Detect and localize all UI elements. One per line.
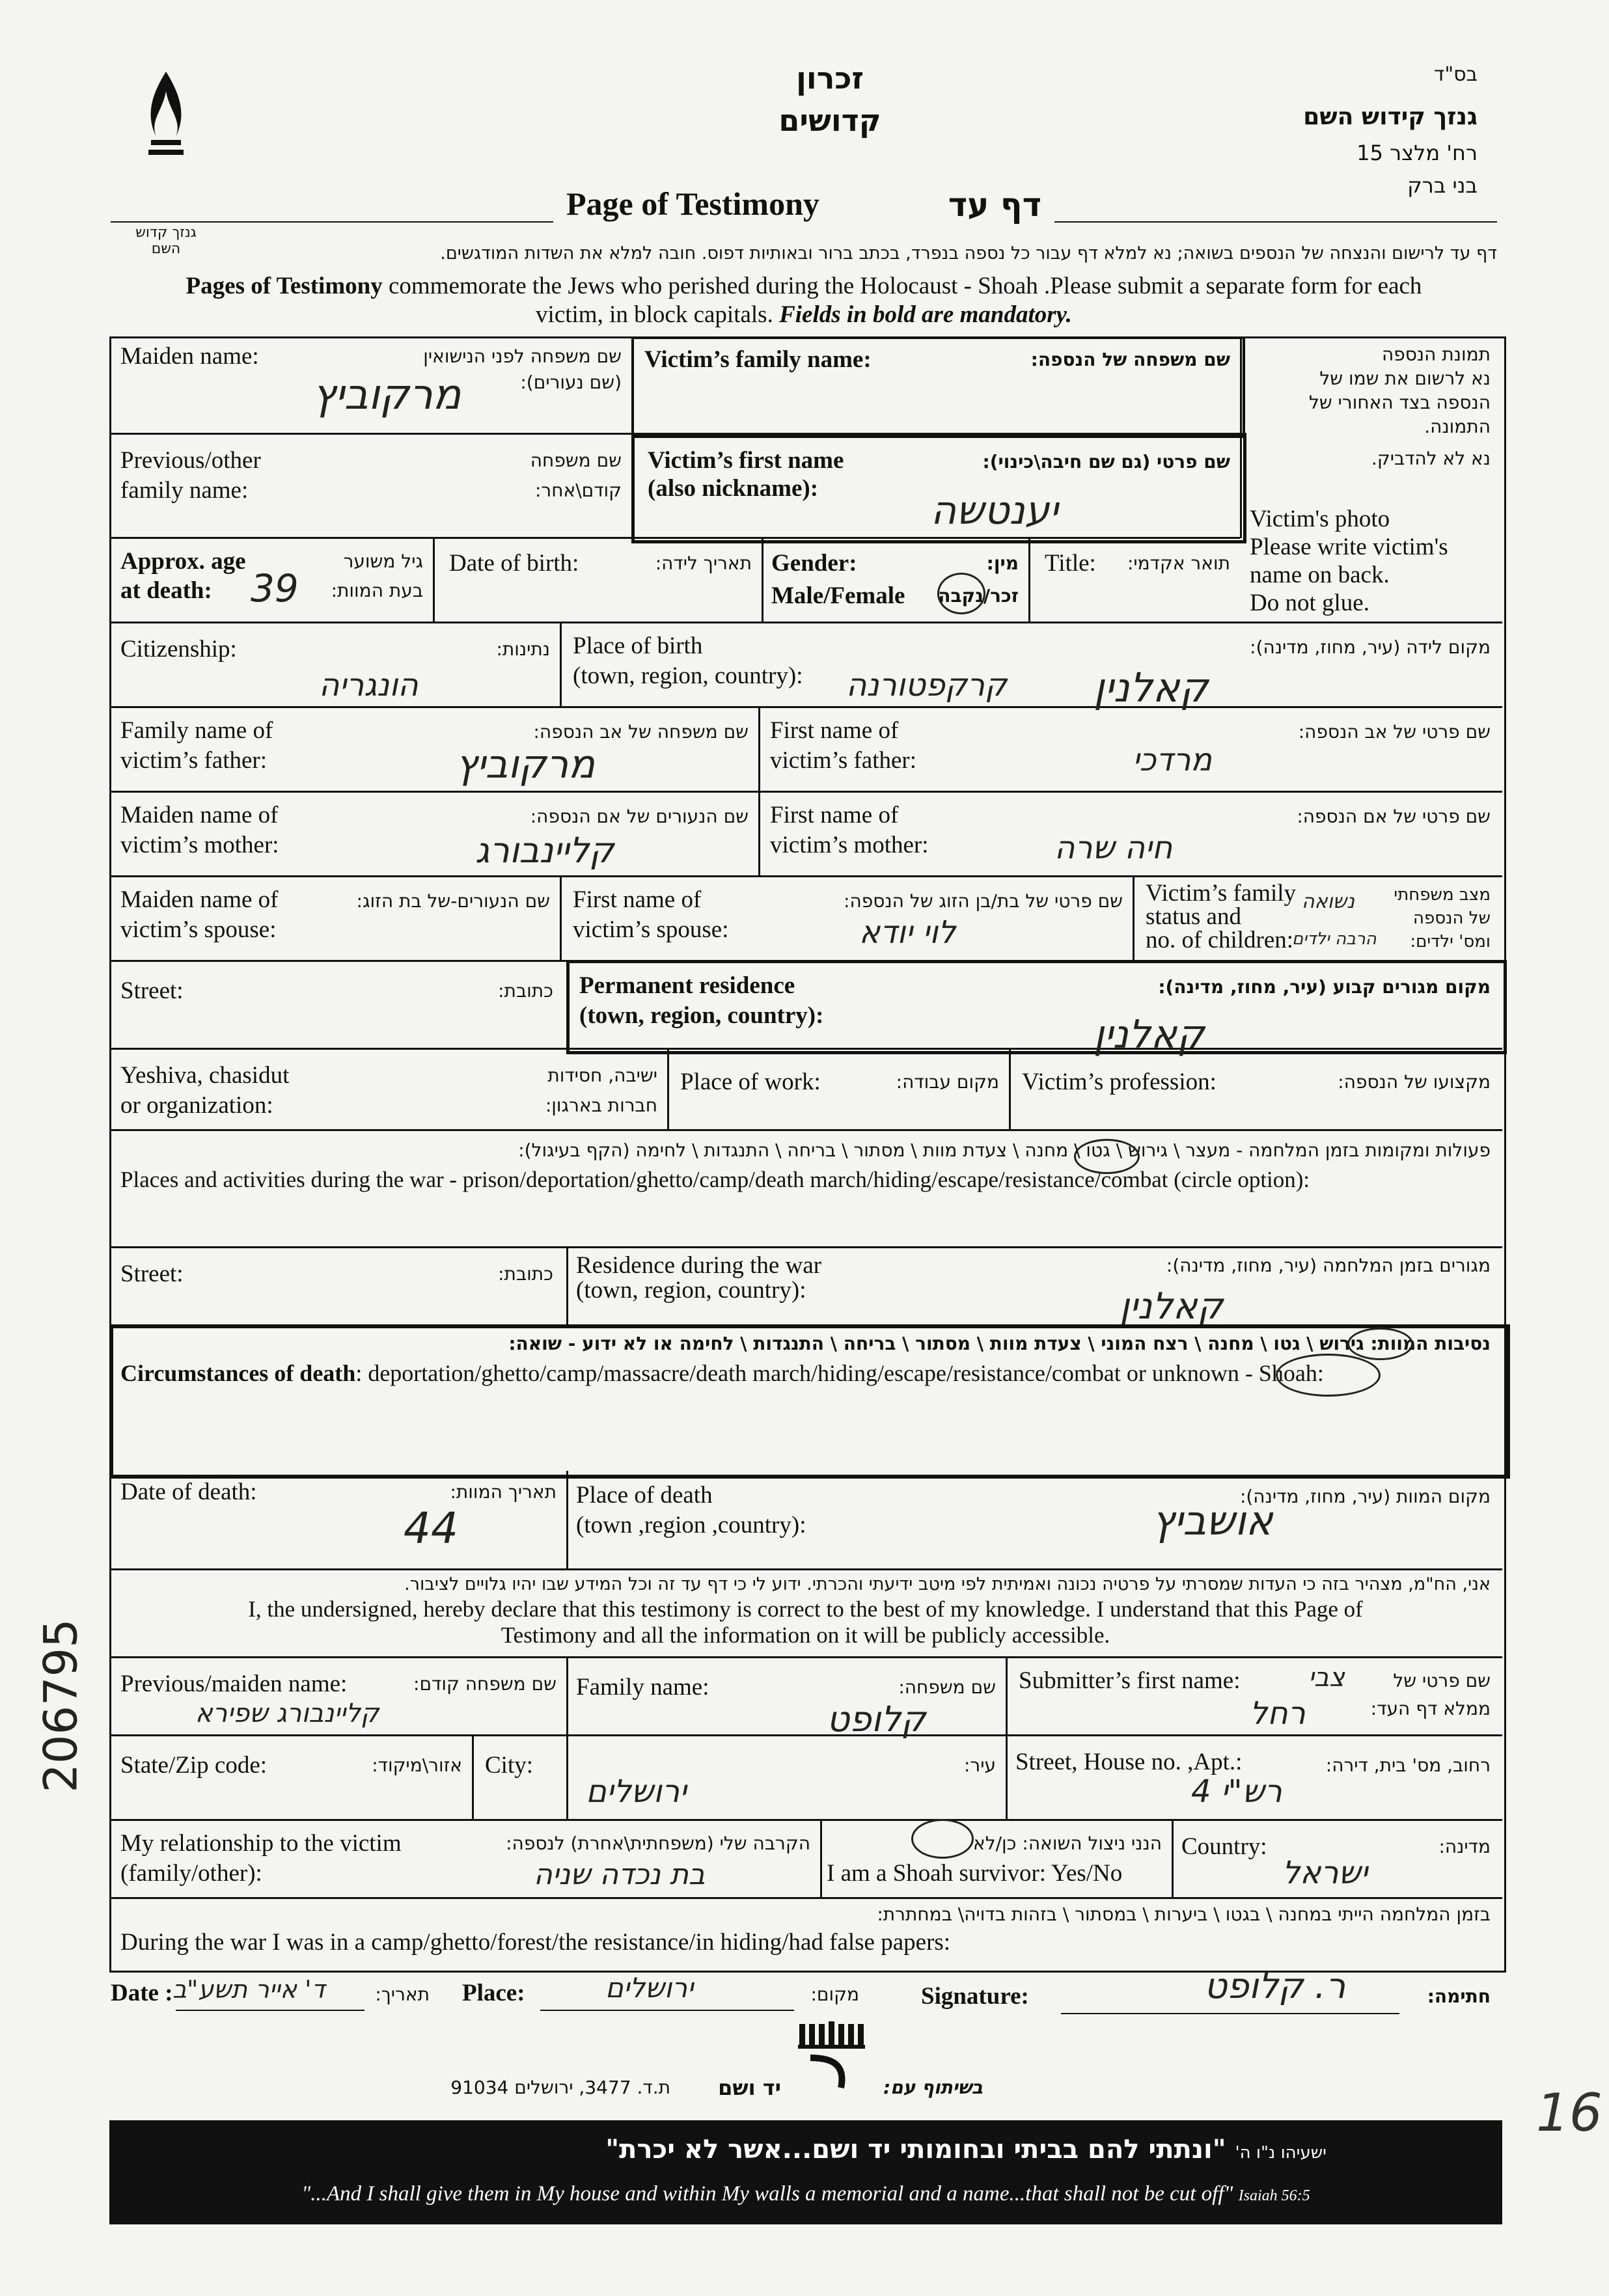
circumstances-deportation-circle <box>1347 1328 1413 1360</box>
mother-maiden-value[interactable]: קליינבורג <box>475 830 614 871</box>
sub-family-label-he: שם משפחה: <box>898 1676 996 1698</box>
mother-first-label2: victim’s mother: <box>770 832 929 858</box>
intro-hebrew: דף עד לרישום והנצחה של הנספים בשואה; נא למלא דף עבור כל נספה בנפרד, בכתב ברור ובאותיות דפוס. חובה למלא את השדות המודגשים. <box>440 243 1497 264</box>
gender-circle-mark <box>937 573 985 614</box>
status-label1: Victim’s family <box>1146 880 1297 907</box>
city-label: City: <box>485 1752 534 1779</box>
first-name-label-he: שם פרטי (גם שם חיבה\כינוי): <box>982 451 1230 472</box>
father-family-label1: Family name of <box>120 717 273 744</box>
place-label-he: מקום: <box>810 1984 859 2005</box>
gender-label-he1: מין: <box>986 553 1019 574</box>
signature-label-he: חתימה: <box>1427 1986 1491 2007</box>
photo-instr-he2: נא לרשום את שמו של <box>1319 368 1491 389</box>
photo-instr-en2: Please write victim's <box>1250 534 1448 560</box>
circumstances-label-rest: : deportation/ghetto/camp/massacre/death march/hiding/escape/resistance/combat or unknown - Shoah: <box>355 1360 1324 1386</box>
status-label3: no. of children: <box>1146 927 1294 953</box>
status-value-children[interactable]: הרבה ילדים <box>1292 929 1377 949</box>
status-label2: status and <box>1146 903 1241 930</box>
father-first-label1: First name of <box>770 717 899 744</box>
sub-prev-label-he: שם משפחה קודם: <box>413 1673 557 1695</box>
dob-label: Date of birth: <box>449 550 579 577</box>
age-label1: Approx. age <box>120 548 246 575</box>
photo-instr-en1: Victim's photo <box>1250 506 1390 532</box>
intro-english-line1 <box>111 271 1497 301</box>
signature-value[interactable]: ר. קלופט <box>1204 1965 1346 2006</box>
mother-first-label-he: שם פרטי של אם הנספה: <box>1297 806 1491 827</box>
father-first-label2: victim’s father: <box>770 747 917 774</box>
zip-label-he: אזור\מיקוד: <box>372 1755 462 1776</box>
war-res-label-he: מגורים בזמן המלחמה (עיר, מחוז, מדינה): <box>1166 1255 1491 1276</box>
org-name: גנזך קידוש השם <box>1303 103 1478 130</box>
pod-label-he: מקום המוות (עיר, מחוז, מדינה): <box>1239 1486 1491 1507</box>
banner-english <box>109 2182 1502 2206</box>
spouse-first-label-he: שם פרטי של בת/בן הזוג של הנספה: <box>844 890 1123 912</box>
war-res-label2: (town, region, country): <box>576 1277 806 1304</box>
kedoshim-title: קדושים <box>778 103 881 138</box>
status-label-he1: מצב משפחתי <box>1394 885 1491 905</box>
spouse-first-value[interactable]: לוי יודא <box>859 914 956 951</box>
intro-english-text1: commemorate the Jews who perished during the Holocaust - Shoah .Please submit a separate form for each <box>382 273 1422 299</box>
profession-label: Victim’s profession: <box>1022 1069 1217 1095</box>
first-name-value[interactable]: יענטשה <box>931 488 1058 534</box>
citizenship-value[interactable]: הונגריה <box>319 667 419 704</box>
citizenship-label-he: נתינות: <box>496 638 550 660</box>
sub-street-label-he: רחוב, מס' בית, דירה: <box>1325 1755 1491 1776</box>
perm-res-label1: Permanent residence <box>579 972 795 999</box>
country-value[interactable]: ישראל <box>1282 1855 1368 1891</box>
circumstances-unknown-circle <box>1276 1354 1381 1397</box>
place-value[interactable]: ירושלים <box>605 1972 694 2004</box>
mother-maiden-label-he: שם הנעורים של אם הנספה: <box>530 806 749 827</box>
perm-res-value[interactable]: קאלנין <box>1093 1012 1205 1058</box>
menorah-icon <box>794 2017 866 2089</box>
prev-name-label2: family name: <box>120 477 249 504</box>
relationship-value[interactable]: בת נכדה שניה <box>534 1858 706 1891</box>
maiden-name-value[interactable]: מרקוביץ <box>312 371 461 419</box>
dod-label: Date of death: <box>120 1479 257 1505</box>
father-first-value[interactable]: מרדכי <box>1133 742 1213 778</box>
declaration-he: אני, הח"מ, מצהיר בזה כי העדות שמסרתי על פרטיה נכונה ואמיתית לפי מיטב ידיעתי והכרתי. ידוע לי כי דף עד זה וכל המידע שבו יהיו גלויים לציבור. <box>404 1574 1491 1594</box>
first-name-label2: (also nickname): <box>648 475 819 502</box>
yad-vashem-logo <box>794 2017 866 2089</box>
sub-first-label-he2: ממלא דף העד: <box>1370 1698 1491 1719</box>
yeshiva-label-he2: חברות בארגון: <box>545 1095 657 1116</box>
spouse-maiden-label2: victim’s spouse: <box>120 916 277 943</box>
sub-first-value-2[interactable]: צבי <box>1308 1663 1345 1693</box>
title-rule-left <box>111 221 553 223</box>
page-number: 16 <box>1536 2083 1602 2143</box>
pob-label2: (town, region, country): <box>573 663 803 689</box>
banner-quote-en: "...And I shall give them in My house and within My walls a memorial and a name...that shall not be cut off" <box>301 2182 1233 2206</box>
spouse-maiden-label-he: שם הנעורים-של בת הזוג: <box>356 890 550 912</box>
title-rule-right <box>1054 221 1497 223</box>
survivor-label-he: הנני ניצול השואה: כן/לא <box>972 1833 1162 1854</box>
banner-source-en: Isaiah 56:5 <box>1238 2187 1310 2204</box>
pod-value[interactable]: אושביץ <box>1152 1497 1273 1544</box>
survivor-label: I am a Shoah survivor: Yes/No <box>827 1860 1123 1887</box>
pod-label1: Place of death <box>576 1482 713 1509</box>
father-family-label2: victim’s father: <box>120 747 268 774</box>
age-label-he1: גיל משוער <box>343 551 423 572</box>
circumstances-label <box>120 1358 1324 1388</box>
age-label-he2: בעת המוות: <box>331 580 423 601</box>
circumstances-label-he: נסיבות המוות: גירוש \ גטו \ מחנה \ רצח המוני \ צעדת מוות \ מסתור \ בריחה \ התנגדות \ לחימה או לא ידוע - שואה: <box>508 1333 1491 1354</box>
street-label: Street: <box>120 977 184 1004</box>
prev-name-label1: Previous/other <box>120 447 261 474</box>
title-en: Page of Testimony <box>566 185 819 222</box>
declaration-en1: I, the undersigned, hereby declare that this testimony is correct to the best of my knowledge. I understand that this Page of <box>248 1596 1363 1622</box>
gender-label2: Male/Female <box>771 582 905 609</box>
sub-prev-label: Previous/maiden name: <box>120 1671 348 1697</box>
yad-vashem-name: יד ושם <box>718 2075 781 2100</box>
banner-quote-he: "ונתתי להם בביתי ובחומותי יד ושם...אשר לא יכרת" <box>605 2135 1226 2165</box>
mother-first-value[interactable]: חיה שרה <box>1054 830 1173 866</box>
first-name-label1: Victim’s first name <box>648 447 844 474</box>
maiden-name-label-he1: שם משפחה לפני הנישואין <box>423 346 622 367</box>
intro-english-bold: Pages of Testimony <box>186 273 383 299</box>
signature-label: Signature: <box>921 1983 1029 2010</box>
logo <box>135 65 197 257</box>
photo-instr-he4: התמונה. <box>1424 416 1491 437</box>
photo-instr-he3: הנספה בצד האחורי של <box>1309 392 1491 413</box>
place-label: Place: <box>462 1980 525 2006</box>
date-value[interactable]: ד' אייר תשע"ב <box>172 1975 325 2004</box>
title-label-he: תואר אקדמי: <box>1127 553 1230 574</box>
photo-instr-he1: תמונת הנספה <box>1381 344 1491 365</box>
survivor-circle-mark <box>911 1819 974 1859</box>
date-label-he: תאריך: <box>375 1984 430 2005</box>
relationship-label-he: הקרבה שלי (משפחתית\אחרת) לנספה: <box>506 1833 810 1854</box>
city-label-he: עיר: <box>963 1755 996 1776</box>
war-res-value[interactable]: קאלנין <box>1120 1285 1224 1328</box>
places-deportation-circle <box>1074 1139 1140 1174</box>
family-name-label: Victim’s family name: <box>644 346 872 373</box>
bsd: בס"ד <box>1434 63 1478 86</box>
intro-english-line2 <box>111 300 1497 330</box>
yeshiva-label1: Yeshiva, chasidut <box>120 1062 290 1089</box>
country-label-he: מדינה: <box>1438 1836 1491 1857</box>
intro-english-text2: victim, in block capitals. <box>536 301 780 328</box>
pob-value[interactable]: קרקפטורנה <box>846 667 1008 704</box>
photo-instr-en4: Do not glue. <box>1250 590 1369 616</box>
camp-label: During the war I was in a camp/ghetto/forest/the resistance/in hiding/had false papers: <box>120 1929 951 1956</box>
sub-street-label: Street, House no. ,Apt.: <box>1015 1749 1243 1775</box>
title-he: דף עד <box>948 186 1041 224</box>
footer-banner <box>109 2120 1502 2224</box>
sub-first-label: Submitter’s first name: <box>1019 1667 1241 1694</box>
sub-prev-value[interactable]: קליינבורג שפירא <box>195 1699 379 1729</box>
banner-source-he: ישעיהו נ"ו ה' <box>1235 2143 1327 2163</box>
dod-value[interactable]: 44 <box>404 1503 458 1553</box>
places-label: Places and activities during the war - prison/deportation/ghetto/camp/death march/hiding/escape/resistance/combat (circle option): <box>120 1167 1310 1192</box>
age-label2: at death: <box>120 577 212 604</box>
photo-instr-en3: name on back. <box>1250 562 1390 588</box>
org-street: רח' מלצר 15 <box>1356 141 1478 165</box>
yeshiva-label-he1: ישיבה, חסידות <box>547 1065 657 1086</box>
pob-label-he: מקום לידה (עיר, מחוז, מדינה): <box>1250 636 1491 658</box>
photo-instr-he5: נא לא להדביק. <box>1371 448 1491 469</box>
war-street-label-he: כתובת: <box>498 1263 553 1285</box>
mother-maiden-label1: Maiden name of <box>120 802 279 828</box>
dob-label-he: תאריך לידה: <box>655 553 752 574</box>
mother-first-label1: First name of <box>770 802 899 828</box>
yeshiva-label2: or organization: <box>120 1092 273 1119</box>
maiden-name-label: Maiden name: <box>120 343 259 370</box>
street-label-he: כתובת: <box>498 980 553 1002</box>
father-family-value[interactable]: מרקוביץ <box>456 742 596 787</box>
org-city: בני ברק <box>1407 173 1478 198</box>
perm-res-label-he: מקום מגורים קבוע (עיר, מחוז, מדינה): <box>1158 976 1491 998</box>
father-first-label-he: שם פרטי של אב הנספה: <box>1298 721 1491 743</box>
relationship-label2: (family/other): <box>120 1860 262 1887</box>
country-label: Country: <box>1181 1833 1267 1860</box>
zip-label: State/Zip code: <box>120 1752 268 1779</box>
partner-label: בשיתוף עם: <box>883 2077 983 2098</box>
perm-res-label2: (town, region, country): <box>579 1002 824 1029</box>
prev-name-label-he2: קודם\אחר: <box>534 480 622 501</box>
pod-label2: (town ,region ,country): <box>576 1512 806 1538</box>
title-label: Title: <box>1045 550 1096 577</box>
maiden-name-label-he2: (שם נעורים): <box>520 372 622 393</box>
gender-label1: Gender: <box>771 550 857 577</box>
age-value[interactable]: 39 <box>251 566 299 610</box>
sub-family-label: Family name: <box>576 1674 709 1701</box>
spouse-maiden-label1: Maiden name of <box>120 886 279 913</box>
places-label-he: פעולות ומקומות בזמן המלחמה - מעצר \ גירוש \ גטו \ מחנה \ צעדת מוות \ מסתור \ בריחה \ התנגדות \ לחימה (הקף בעיגול): <box>518 1140 1491 1161</box>
sub-street-value[interactable]: רש"י 4 <box>1191 1773 1282 1810</box>
family-name-label-he: שם משפחה של הנספה: <box>1030 349 1230 370</box>
yad-vashem-address: ת.ד. 3477, ירושלים 91034 <box>450 2077 670 2098</box>
pob-value-2[interactable]: קאלנין <box>1093 664 1209 711</box>
stamp-number: 206795 <box>34 1619 88 1793</box>
pob-label1: Place of birth <box>573 633 703 659</box>
camp-label-he: בזמן המלחמה הייתי במחנה \ בגטו \ ביערות \ במסתור \ בזהות בדויה\ במחתרת: <box>877 1904 1491 1925</box>
spouse-first-label2: victim’s spouse: <box>573 916 729 943</box>
father-family-label-he: שם משפחה של אב הנספה: <box>533 721 749 743</box>
sub-first-label-he1: שם פרטי של <box>1393 1670 1491 1691</box>
spouse-first-label1: First name of <box>573 886 702 913</box>
work-label: Place of work: <box>680 1069 821 1095</box>
relationship-label1: My relationship to the victim <box>120 1830 402 1857</box>
mother-maiden-label2: victim’s mother: <box>120 832 279 858</box>
gender-label-he2: זכר/נקבה <box>938 585 1019 607</box>
prev-name-label-he1: שם משפחה <box>530 450 622 471</box>
dod-label-he: תאריך המוות: <box>450 1481 557 1503</box>
citizenship-label: Citizenship: <box>120 636 237 663</box>
city-value[interactable]: ירושלים <box>586 1773 687 1810</box>
sub-first-value[interactable]: רחל <box>1250 1695 1306 1732</box>
profession-label-he: מקצועו של הנספה: <box>1338 1071 1491 1093</box>
war-street-label: Street: <box>120 1261 184 1287</box>
work-label-he: מקום עבודה: <box>896 1071 999 1093</box>
status-value-married[interactable]: נשואה <box>1302 890 1355 913</box>
logo-text: גנזך קדוש השם <box>135 225 197 257</box>
status-label-he2: של הנספה <box>1413 909 1491 928</box>
banner-hebrew <box>109 2135 1327 2165</box>
flame-logo-icon <box>137 65 195 195</box>
declaration-en2: Testimony and all the information on it will be publicly accessible. <box>501 1622 1110 1648</box>
sub-family-value[interactable]: קלופט <box>827 1699 926 1740</box>
status-label-he3: ומס' ילדים: <box>1410 932 1491 951</box>
circumstances-label-bold: Circumstances of death <box>120 1360 356 1386</box>
zikaron-title: זכרון <box>796 61 864 96</box>
war-res-label1: Residence during the war <box>576 1252 822 1279</box>
date-label: Date : <box>111 1980 173 2006</box>
intro-mandatory-note: Fields in bold are mandatory. <box>779 301 1072 328</box>
